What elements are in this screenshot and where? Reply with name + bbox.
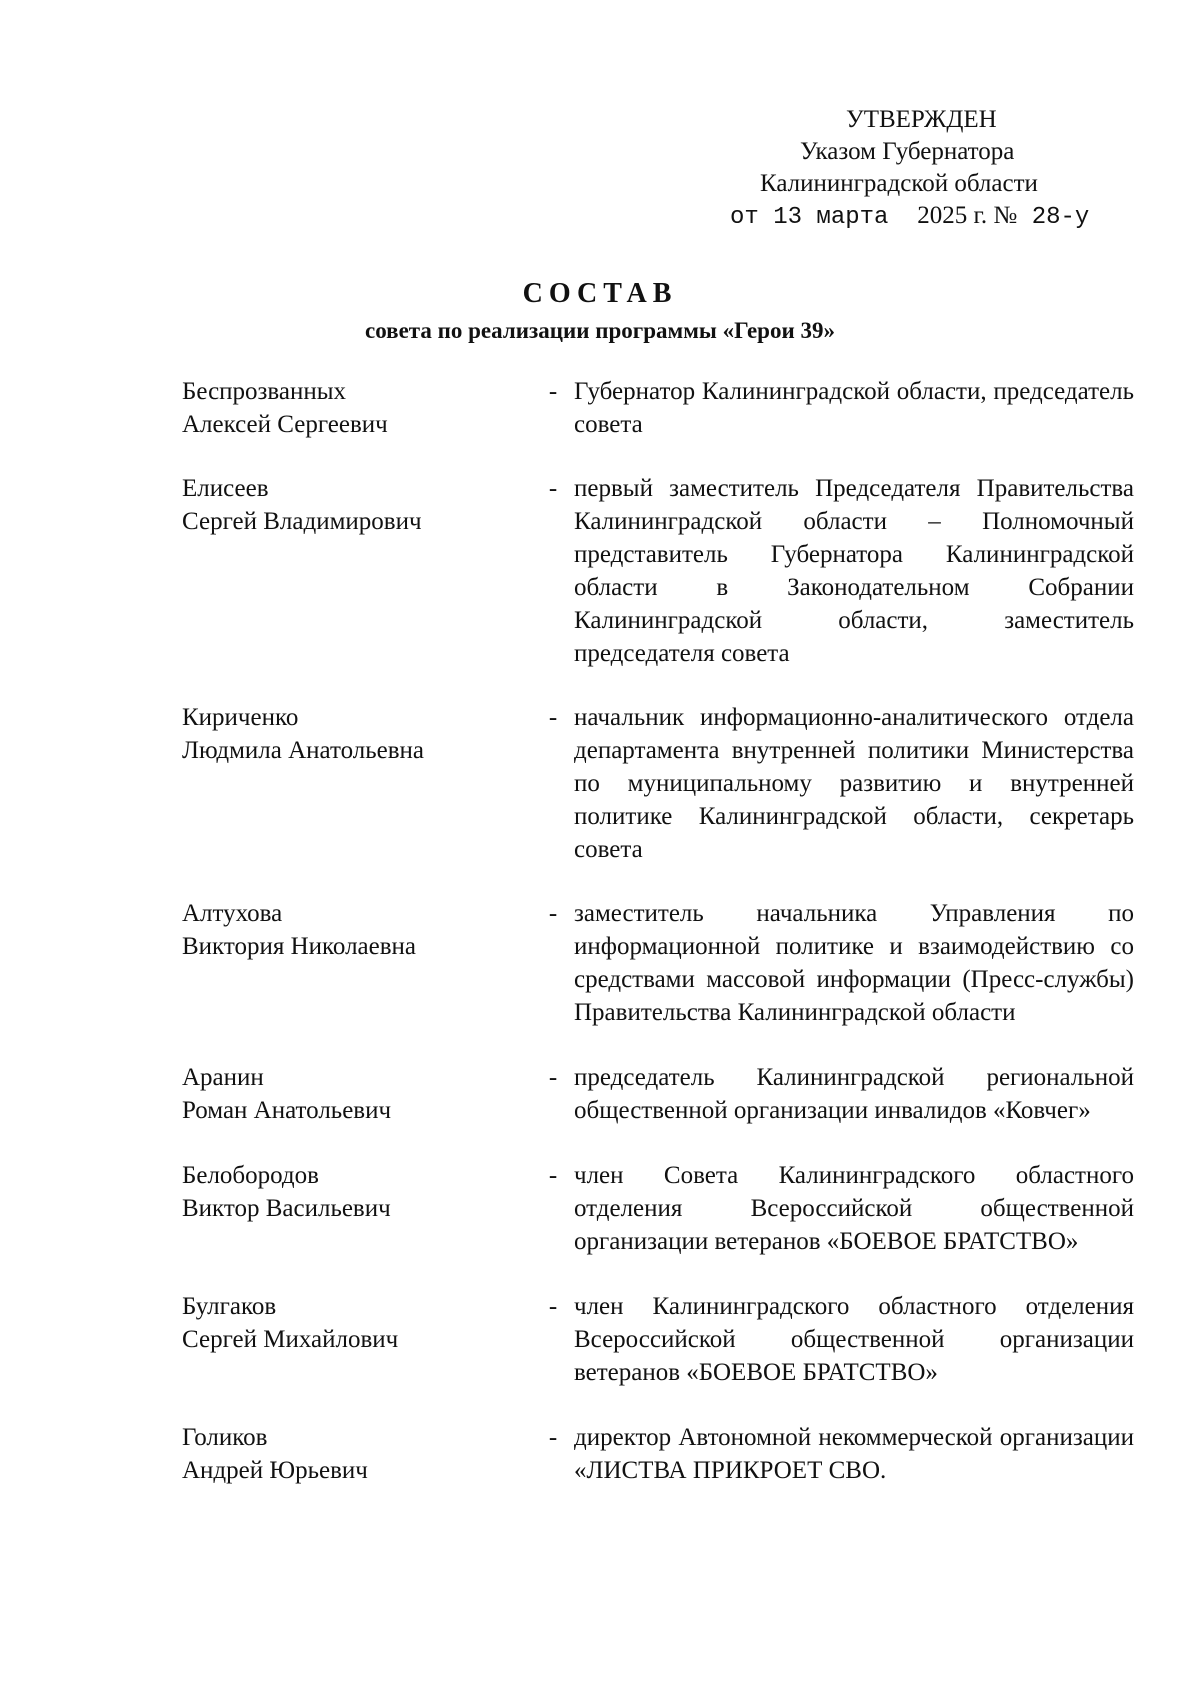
document-heading	[0, 276, 1200, 348]
member-given-names: Людмила Анатольевна	[182, 737, 425, 764]
member-name	[182, 375, 532, 441]
member-name	[182, 897, 532, 1029]
member-dash: -	[548, 1424, 558, 1451]
member-name	[182, 1421, 532, 1487]
member-name	[182, 1159, 532, 1258]
member-position: член Калининградского областного отделения Всероссийской общественной организации ветеранов «БОЕВОЕ БРАТСТВО»	[574, 1293, 1134, 1386]
member-given-names: Сергей Михайлович	[182, 1326, 399, 1353]
member-surname: Елисеев	[182, 475, 269, 502]
member-given-names: Виктория Николаевна	[182, 933, 417, 960]
approval-region: Калининградской области	[760, 170, 1038, 197]
member-dash: -	[548, 1064, 558, 1091]
approval-block	[730, 104, 1180, 234]
member-position: заместитель начальника Управления по информационной политике и взаимодействию со средствами массовой информации (Пресс-службы) Правительства Калининградской области	[574, 900, 1134, 1026]
member-row	[182, 1290, 1142, 1389]
member-surname: Булгаков	[182, 1293, 277, 1320]
member-given-names: Андрей Юрьевич	[182, 1457, 368, 1484]
member-row	[182, 897, 1142, 1029]
member-position: председатель Калининградской региональной общественной организации инвалидов «Ковчег»	[574, 1064, 1134, 1124]
approval-authority: Указом Губернатора	[800, 138, 1015, 165]
member-name	[182, 701, 532, 866]
approval-decree-number: 28-у	[1031, 204, 1090, 231]
document-subtitle: совета по реализации программы «Герои 39»	[365, 318, 835, 343]
member-dash: -	[548, 475, 558, 502]
member-position: начальник информационно-аналитического отдела департамента внутренней политики Министерства по муниципальному развитию и внутренней политике Калининградской области, секретарь совета	[574, 704, 1134, 863]
member-surname: Белобородов	[182, 1162, 319, 1189]
member-dash: -	[548, 378, 558, 405]
member-dash: -	[548, 1162, 558, 1189]
approval-date-line	[730, 200, 1180, 234]
member-dash: -	[548, 900, 558, 927]
member-dash: -	[548, 704, 558, 731]
approval-year-number-label: 2025 г. №	[917, 202, 1018, 229]
member-row	[182, 1061, 1142, 1127]
member-given-names: Роман Анатольевич	[182, 1097, 392, 1124]
member-position: Губернатор Калининградской области, председатель совета	[574, 378, 1134, 438]
member-row	[182, 701, 1142, 866]
member-dash: -	[548, 1293, 558, 1320]
member-list	[182, 375, 1142, 1487]
member-position: первый заместитель Председателя Правительства Калининградской области – Полномочный представитель Губернатора Калининградской области в Законодательном Собрании Калининградской области, заместитель председателя совета	[574, 475, 1134, 667]
member-surname: Аранин	[182, 1064, 264, 1091]
member-given-names: Сергей Владимирович	[182, 508, 422, 535]
member-row	[182, 1159, 1142, 1258]
member-row	[182, 472, 1142, 670]
member-surname: Беспрозванных	[182, 378, 347, 405]
member-surname: Кириченко	[182, 704, 299, 731]
member-position: директор Автономной некоммерческой организации «ЛИСТВА ПРИКРОЕТ СВО.	[574, 1424, 1134, 1484]
approval-title: УТВЕРЖДЕН	[846, 106, 997, 133]
member-row	[182, 375, 1142, 441]
member-name	[182, 1061, 532, 1127]
member-given-names: Алексей Сергеевич	[182, 411, 388, 438]
document-title: СОСТАВ	[522, 278, 678, 309]
member-name	[182, 1290, 532, 1389]
approval-date: от 13 марта	[730, 204, 889, 231]
member-given-names: Виктор Васильевич	[182, 1195, 391, 1222]
member-row	[182, 1421, 1142, 1487]
member-position: член Совета Калининградского областного отделения Всероссийской общественной организации ветеранов «БОЕВОЕ БРАТСТВО»	[574, 1162, 1134, 1255]
member-name	[182, 472, 532, 670]
member-surname: Алтухова	[182, 900, 283, 927]
member-surname: Голиков	[182, 1424, 268, 1451]
